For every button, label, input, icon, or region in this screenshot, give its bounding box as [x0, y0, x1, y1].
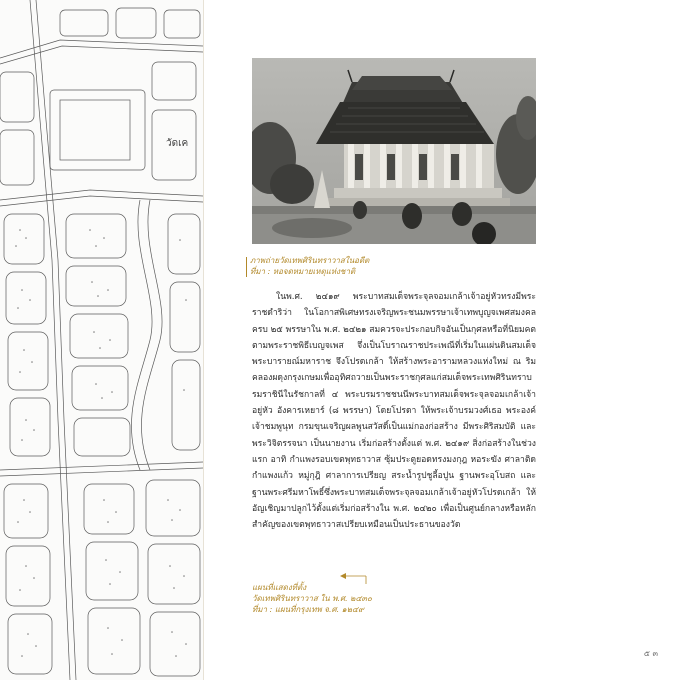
- map-plot: [10, 398, 50, 456]
- map-plot: [116, 8, 156, 38]
- photo-caption-source: ที่มา : หอจดหมายเหตุแห่งชาติ: [250, 267, 356, 276]
- map-plot: [50, 90, 145, 170]
- map-canal: [141, 200, 162, 470]
- map-plot: [6, 272, 46, 324]
- page-divider: [203, 0, 204, 680]
- map-plot: [150, 612, 200, 676]
- map-plot: [146, 480, 200, 536]
- map-plot: [86, 542, 138, 600]
- map-plot: [8, 614, 52, 674]
- map-plot: [88, 608, 140, 674]
- body-paragraph: ในพ.ศ. ๒๔๑๙ พระบาทสมเด็จพระจุลจอมเกล้าเจ้าอยู่หัวทรงมีพระราชดำริว่า ในโอกาสพิเศษทรงเจริญพระชนมพรรษาเจ้าเทพบูญจเพศสมงคลครบ ๒๕ พรรษาใน พ.ศ. ๒๔๒๑ สมควรจะประกอบกิจอันเป็นกุศลหรือที่นิยมคตตามพระราชพิธีเบญจเพส จึ่งเป็นโบราณราชประเพณีที่เริ่มในแผ่นดินสมเด็จพระบารายณ์มหาราช จึงโปรดเกล้า ให้สร้างพระอารามหลวงแห่งใหม่ ณ ริมคลองผดุงกรุงเกษมเพื่ออุทิศถวายเป็นพระราชกุศลแก่สมเด็จพระเทพศิรินทราบรมราชินีในรัชกาลที่ ๔ พระบรมราชชนนีพระบาทสมเด็จพระจุลจอมเกล้าเจ้าอยู่หัว อังคารเหยาร์ (๘ พรรษา) โดยโปรดา ให้พระเจ้าบรมวงศ์เธอ พระองค์เจ้าชมพูนุท กรมขุนเจริญผลพูนสวัสดิ์เป็นแม่กองก่อสร้าง มีพระศิริสมบัติ และพระวิจิตรรจนา เป็นนายงาน เริ่มก่อสร้างตั้งแต่ พ.ศ. ๒๔๑๙ สิ่งก่อสร้างในช่วงแรก อาทิ กำแพงรอบเขตพุทธาวาส ซุ้มประตูยอดทรงมงกุฎ หอระฆัง ศาลาติดกำแพงแก้ว หมู่กุฎิ ศาลาการเปรียญ สระน้ำรูปชูลี้อปูน ฐานพระอุโบสถ และฐานพระศรีมหาโพธิ์ซึ่งพระบาทสมเด็จพระจุลจอมเกล้าเจ้าอยู่หัวโปรดเกล้า ให้อัญเชิญมาปลูกไว้ตั้งแต่เริ่มก่อสร้างใน พ.ศ. ๒๔๒๐ เพื่อเป็นศูนย์กลางหรือหลักสำคัญของเขตพุทธาวาสเปรียบเหมือนเป็นประธานของวัด: [252, 292, 536, 531]
- map-plot: [172, 360, 200, 450]
- map-plot: [70, 314, 128, 358]
- map-plot: [66, 214, 126, 258]
- map-plot: [72, 366, 128, 410]
- map-plot: [6, 546, 50, 606]
- map-plot: [0, 130, 34, 185]
- map-drawing: [0, 0, 203, 680]
- map-plot: [164, 10, 200, 38]
- map-plot: [74, 418, 130, 456]
- map-label: วัดเค: [166, 138, 189, 149]
- map-caption: [252, 582, 372, 615]
- map-plot: [60, 100, 130, 160]
- map-plot: [8, 332, 48, 390]
- photo-caption: [250, 255, 369, 277]
- map-plot: [4, 484, 48, 538]
- map-road: [0, 468, 203, 476]
- map-caption-subject: วัดเทพศิรินทราวาส ใน พ.ศ. ๒๔๓๐: [252, 594, 372, 603]
- map-plot: [4, 214, 44, 264]
- map-road: [0, 190, 203, 200]
- map-caption-title: แผนที่แสดงที่ตั้ง: [252, 583, 307, 592]
- map-plot: [66, 266, 126, 306]
- map-plot: [168, 214, 200, 274]
- map-plot: [170, 282, 200, 352]
- map-road: [0, 462, 203, 470]
- map-road: [0, 196, 203, 206]
- map-plot: [0, 72, 34, 122]
- city-map: [0, 0, 203, 680]
- map-caption-source: ที่มา : แผนที่กรุงเทพ จ.ศ. ๑๒๔๙: [252, 605, 364, 614]
- map-plot: [84, 484, 134, 534]
- page-number: ๕ ๓: [643, 649, 658, 658]
- map-plot: [148, 544, 200, 604]
- photo-caption-title: ภาพถ่ายวัดเทพศิรินทราวาสในอดีต: [250, 256, 370, 265]
- caption-connector: [246, 257, 247, 277]
- map-plot: [60, 10, 108, 36]
- map-plot: [152, 62, 196, 100]
- temple-photo: [252, 58, 536, 244]
